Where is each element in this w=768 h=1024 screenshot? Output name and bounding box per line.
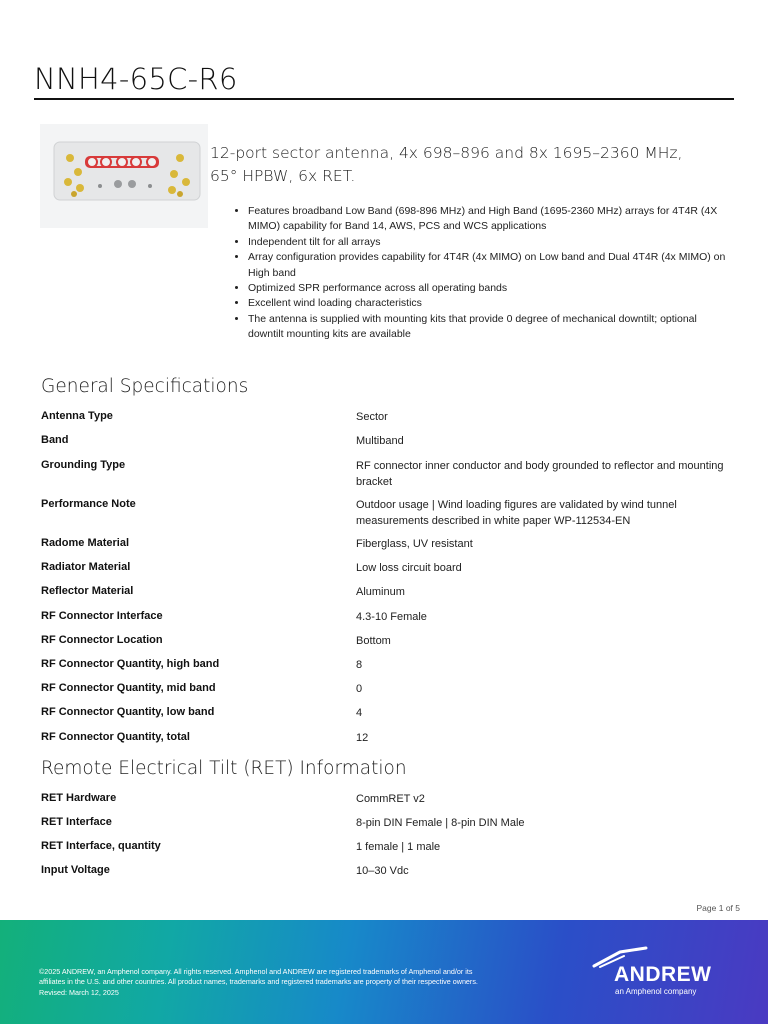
spec-value: 8-pin DIN Female | 8-pin DIN Male [356,817,525,829]
copyright-line: ©2025 ANDREW, an Amphenol company. All rights reserved. Amphenol and ANDREW are registered trademarks of Amphenol and/or its [39,967,473,976]
spec-label: Reflector Material [41,585,134,597]
spec-label: Band [41,434,69,446]
page-number: Page 1 of 5 [696,903,740,913]
list-item: • Features broadband Low Band (698-896 MHz) and High Band (1695-2360 MHz) arrays for 4T4R (4X MIMO) capability for Band 14, AWS, PCS and WCS applications [248,204,733,235]
spec-label: RF Connector Quantity, total [41,731,190,743]
spec-value: Fiberglass, UV resistant [356,538,473,550]
general-specifications-heading: General Specifications [41,376,249,397]
logo-tagline: an Amphenol company [615,987,697,996]
spec-label: Grounding Type [41,459,126,471]
antenna-connector-panel-icon [40,124,208,228]
spec-label: RF Connector Quantity, high band [41,658,220,670]
copyright-notice [39,967,569,998]
spec-label: RF Connector Quantity, low band [41,706,215,718]
spec-value: Outdoor usage | Wind loading figures are validated by wind tunnel measurements described in white paper WP-112534-EN [356,499,677,527]
spec-value: Bottom [356,635,391,647]
spec-value: RF connector inner conductor and body grounded to reflector and mounting bracket [356,460,724,488]
spec-value: Low loss circuit board [356,562,462,574]
list-item: • Optimized SPR performance across all operating bands [248,281,733,296]
list-item: • Array configuration provides capability for 4T4R (4x MIMO) on Low band and Dual 4T4R (4x MIMO) on High band [248,250,733,281]
spec-value: 0 [356,683,363,695]
spec-value: 12 [356,732,369,744]
spec-label: Input Voltage [41,864,110,876]
spec-value: Aluminum [356,586,405,598]
spec-label: RF Connector Location [41,634,163,646]
spec-label: RF Connector Quantity, mid band [41,682,216,694]
list-item: • Excellent wind loading characteristics [248,296,733,311]
spec-value: Multiband [356,435,404,447]
page-title: NNH4-65C-R6 [34,62,238,96]
list-item: • The antenna is supplied with mounting kits that provide 0 degree of mechanical downtilt; optional downtilt mounting kits are available [248,312,733,343]
list-item: • Independent tilt for all arrays [248,235,733,250]
spec-label: Radome Material [41,537,130,549]
spec-value: 10–30 Vdc [356,865,409,877]
feature-list [230,204,733,343]
spec-value: 1 female | 1 male [356,841,441,853]
spec-label: Performance Note [41,498,136,510]
spec-value: Sector [356,411,388,423]
logo-wordmark: ANDREW [614,963,712,986]
spec-label: Radiator Material [41,561,131,573]
spec-value: 4 [356,707,363,719]
product-image [40,124,208,228]
ret-information-heading: Remote Electrical Tilt (RET) Information [41,758,407,779]
spec-label: Antenna Type [41,410,113,422]
spec-label: RET Interface, quantity [41,840,161,852]
revised-date: Revised: March 12, 2025 [39,987,119,997]
copyright-line: affiliates in the U.S. and other countries. All product names, trademarks and registered trademarks are property of their respective owners. [39,977,478,987]
product-summary: 12-port sector antenna, 4x 698–896 and 8x 1695–2360 MHz, 65° HPBW, 6x RET. [210,144,683,185]
spec-label: RET Hardware [41,792,117,804]
spec-label: RET Interface [41,816,112,828]
spec-value: 4.3-10 Female [356,611,427,623]
spec-label: RF Connector Interface [41,610,163,622]
spec-value: 8 [356,659,363,671]
footer-banner [0,920,768,1024]
title-divider [34,98,734,100]
andrew-logo [588,946,738,996]
spec-value: CommRET v2 [356,793,425,805]
